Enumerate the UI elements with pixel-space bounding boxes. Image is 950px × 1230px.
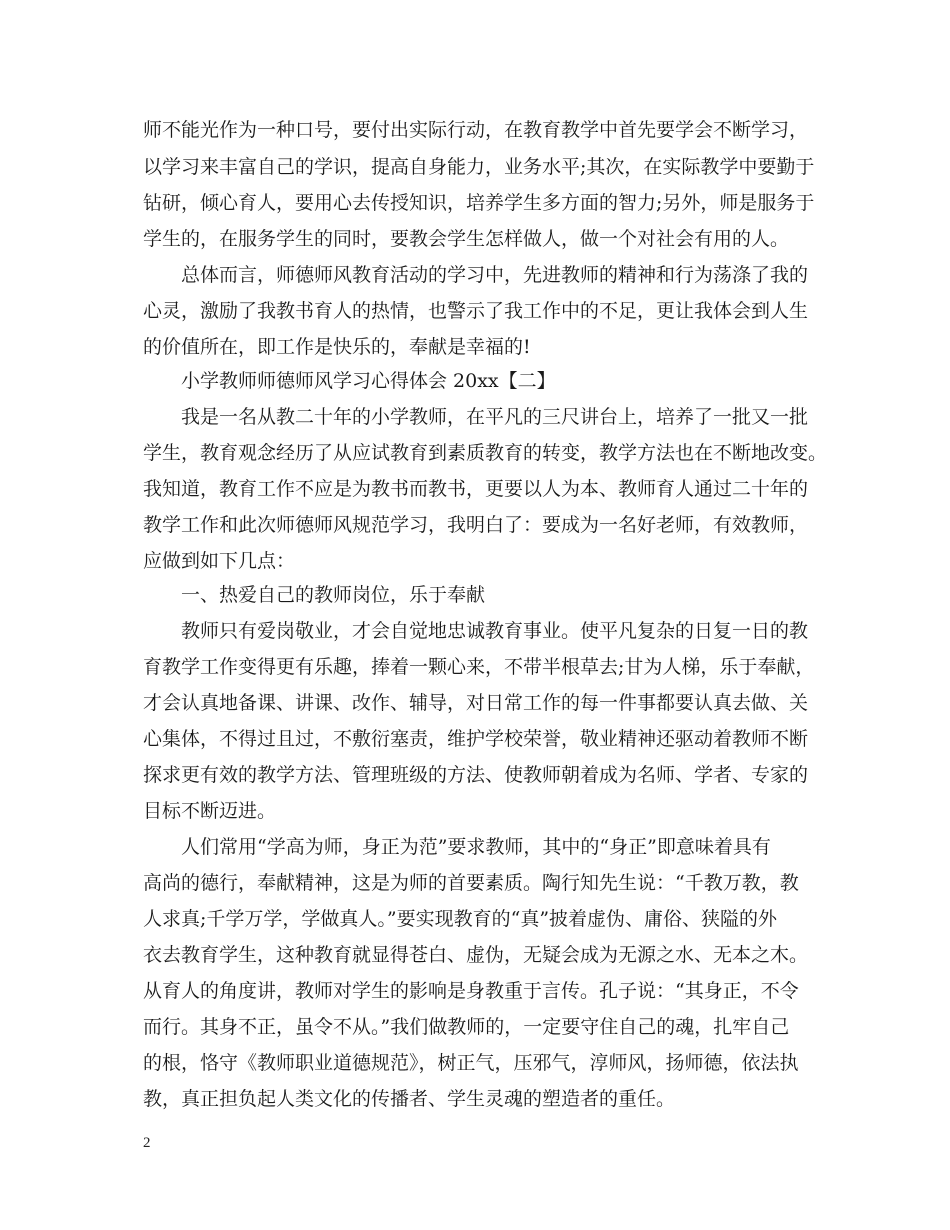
section-heading: 小学教师师德师风学习心得体会 20xx【二】 [181, 370, 556, 392]
subheading: 一、热爱自己的教师岗位，乐于奉献 [181, 584, 486, 606]
text-line: 心灵，激励了我教书育人的热情，也警示了我工作中的不足，更让我体会到人生 [143, 300, 809, 322]
page-number: 2 [143, 1135, 151, 1151]
text-line: 应做到如下几点： [143, 550, 296, 572]
text-line: 钻研，倾心育人，要用心去传授知识，培养学生多方面的智力;另外，师是服务于 [143, 192, 815, 214]
text-line: 高尚的德行，奉献精神，这是为师的首要素质。陶行知先生说：“千教万教，教 [143, 872, 799, 894]
text-line: 的价值所在，即工作是快乐的，奉献是幸福的! [143, 336, 531, 358]
text-line: 教，真正担负起人类文化的传播者、学生灵魂的塑造者的重任。 [143, 1088, 676, 1110]
text-line: 从育人的角度讲，教师对学生的影响是身教重于言传。孔子说：“其身正，不令 [143, 980, 799, 1002]
text-line: 而行。其身不正，虽令不从。”我们做教师的，一定要守住自己的魂，扎牢自己 [143, 1016, 790, 1038]
text-line: 探求更有效的教学方法、管理班级的方法、使教师朝着成为名师、学者、专家的 [143, 764, 809, 786]
text-line: 总体而言，师德师风教育活动的学习中，先进教师的精神和行为荡涤了我的 [181, 264, 809, 286]
text-line: 我是一名从教二十年的小学教师，在平凡的三尺讲台上，培养了一批又一批 [181, 406, 809, 428]
text-line: 目标不断迈进。 [143, 800, 277, 822]
text-line: 人求真;千学万学，学做真人。”要实现教育的“真”披着虚伪、庸俗、狭隘的外 [143, 908, 778, 930]
text-line: 师不能光作为一种口号，要付出实际行动，在教育教学中首先要学会不断学习， [143, 119, 809, 141]
text-line: 教学工作和此次师德师风规范学习，我明白了：要成为一名好老师，有效教师， [143, 514, 809, 536]
text-line: 教师只有爱岗敬业，才会自觉地忠诚教育事业。使平凡复杂的日复一日的教 [181, 620, 809, 642]
text-line: 以学习来丰富自己的学识，提高自身能力，业务水平;其次，在实际教学中要勤于 [143, 156, 815, 178]
text-line: 的根，恪守《教师职业道德规范》，树正气，压邪气，淳师风，扬师德，依法执 [143, 1052, 799, 1074]
text-line: 学生的，在服务学生的同时，要教会学生怎样做人，做一个对社会有用的人。 [143, 228, 790, 250]
text-line: 才会认真地备课、讲课、改作、辅导，对日常工作的每一件事都要认真去做、关 [143, 692, 809, 714]
text-line: 心集体，不得过且过，不敷衍塞责，维护学校荣誉，敬业精神还驱动着教师不断 [143, 728, 809, 750]
text-line: 我知道，教育工作不应是为教书而教书，更要以人为本、教师育人通过二十年的 [143, 478, 809, 500]
text-line: 人们常用“学高为师，身正为范”要求教师，其中的“身正”即意味着具有 [181, 836, 771, 858]
text-line: 学生，教育观念经历了从应试教育到素质教育的转变，教学方法也在不断地改变。 [143, 442, 828, 464]
text-line: 育教学工作变得更有乐趣，捧着一颗心来，不带半根草去;甘为人梯，乐于奉献， [143, 656, 815, 678]
text-line: 衣去教育学生，这种教育就显得苍白、虚伪，无疑会成为无源之水、无本之木。 [143, 944, 809, 966]
